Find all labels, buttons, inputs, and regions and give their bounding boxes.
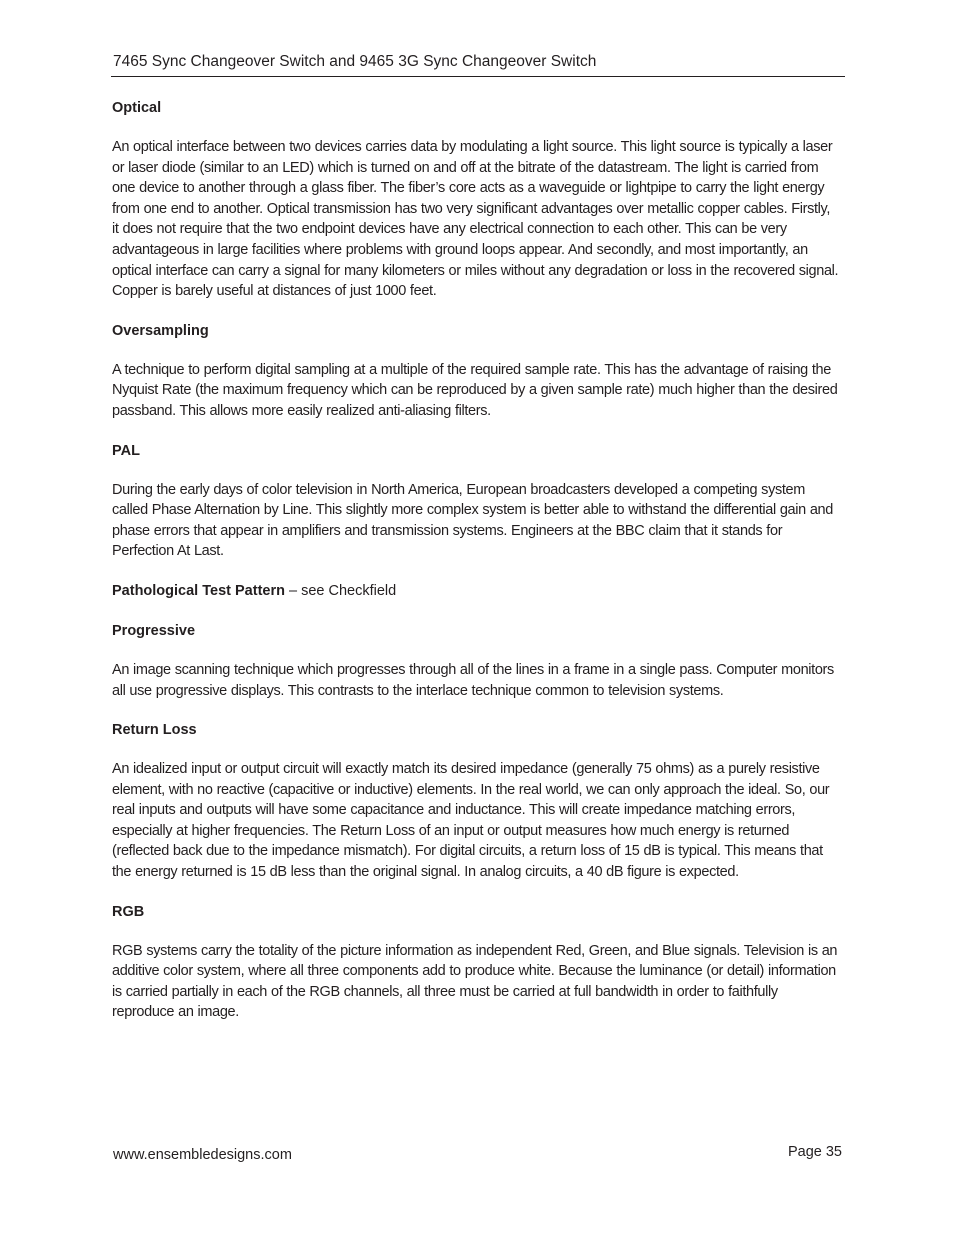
footer-page-number: Page 35 xyxy=(787,1144,842,1160)
document-title: 7465 Sync Changeover Switch and 9465 3G Sync Changeover Switch xyxy=(113,53,597,70)
definition-return-loss: An idealized input or output circuit will exactly match its desired impedance (generally 75 ohms) as a purely resistive element, with no reactive (capacitive or inductive) elements. In the real world, we can only approach the ideal. So, our real inputs and outputs will have some capacitance and inductance. This will create impedance matching errors, especially at higher frequencies. The Return Loss of an input or output measures how much energy is returned (reflected back due to the impedance mismatch). For digital circuits, a return loss of 15 dB is typical. This means that the energy returned is 15 dB less than the original signal. In analog circuits, a 40 dB figure is expected. xyxy=(112,761,830,881)
term-oversampling: Oversampling xyxy=(112,322,209,339)
definition-rgb: RGB systems carry the totality of the picture information as independent Red, Green, and Blue signals. Television is an additive color system, where all three components add to produce white. Because the luminance (or detail) information is carried partially in each of the RGB channels, all three must be carried at full bandwidth in order to faithfully reproduce an image. xyxy=(112,942,838,1021)
footer-website-url: www.ensembledesigns.com xyxy=(113,1147,292,1163)
definition-pal: During the early days of color television in North America, European broadcasters developed a competing system called Phase Alternation by Line. This slightly more complex system is better able to withstand the differential gain and phase errors that appear in amplifiers and transmission systems. Engineers at the BBC claim that it stands for Perfection At Last. xyxy=(112,481,833,560)
term-pal: PAL xyxy=(112,442,140,459)
definition-progressive: An image scanning technique which progresses through all of the lines in a frame in a single pass. Computer monitors all use progressive displays. This contrasts to the interlace technique common to television systems. xyxy=(112,661,834,699)
page-header xyxy=(111,52,845,77)
see-also-checkfield: – see Checkfield xyxy=(284,582,397,599)
term-pathological-test-pattern-name: Pathological Test Pattern xyxy=(112,582,285,599)
term-pathological-test-pattern xyxy=(112,581,840,601)
definition-oversampling: A technique to perform digital sampling at a multiple of the required sample rate. This has the advantage of raising the Nyquist Rate (the maximum frequency which can be reproduced by a given sample rate) much higher than the desired passband. This allows more easily realized anti-aliasing filters. xyxy=(112,361,838,419)
glossary-content xyxy=(112,98,840,1042)
term-progressive: Progressive xyxy=(112,622,196,639)
term-return-loss: Return Loss xyxy=(112,722,197,739)
term-rgb: RGB xyxy=(112,903,145,920)
definition-optical: An optical interface between two devices carries data by modulating a light source. This light source is typically a laser or laser diode (similar to an LED) which is turned on and off at the bitrate of the datastream. The light is carried from one device to another through a glass fiber. The fiber’s core acts as a waveguide or lightpipe to carry the light energy from one end to another. Optical transmission has two very significant advantages over metallic copper cables. Firstly, it does not require that the two endpoint devices have any electrical connection to each other. This can be very advantageous in large facilities where problems with ground loops appear. And secondly, and most importantly, an optical interface can carry a signal for many kilometers or miles without any degradation or loss in the recovered signal. Copper is barely useful at distances of just 1000 feet. xyxy=(112,139,839,300)
term-optical: Optical xyxy=(112,100,162,116)
spacer xyxy=(112,601,840,621)
